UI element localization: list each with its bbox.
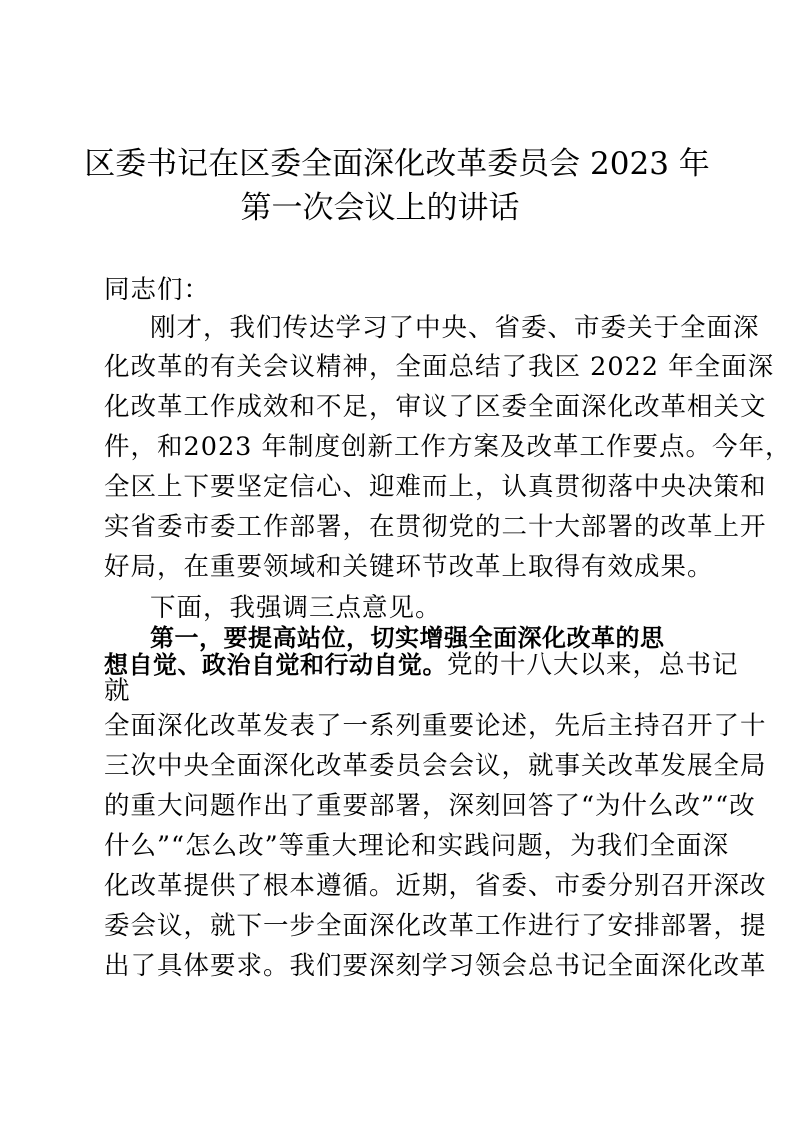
paragraph-2: 下面，我强调三点意见。 — [150, 593, 442, 623]
paragraph-1-line: 化改革工作成效和不足，审议了区委全面深化改革相关文 — [104, 392, 767, 422]
section-1-body-line: 的重大问题作出了重要部署，深刻回答了“为什么改”“改 — [104, 791, 756, 821]
paragraph-1-line: 实省委市委工作部署，在贯彻党的二十大部署的改革上开 — [104, 512, 767, 542]
document-title-line-1: 区委书记在区委全面深化改革委员会 2023 年 — [84, 146, 710, 182]
section-1-body-line: 委会议，就下一步全面深化改革工作进行了安排部署，提 — [104, 911, 767, 941]
section-1-body-line: 出了具体要求。我们要深刻学习领会总书记全面深化改革 — [104, 951, 767, 981]
section-1-body-line: 三次中央全面深化改革委员会会议，就事关改革发展全局 — [104, 751, 767, 781]
section-1-heading-line-2: 想自觉、政治自觉和行动自觉。 — [104, 651, 447, 679]
section-1-body-line: 化改革提供了根本遵循。近期，省委、市委分别召开深改 — [104, 871, 767, 901]
paragraph-1-line: 好局，在重要领域和关键环节改革上取得有效成果。 — [104, 552, 714, 582]
section-1-text: 党的十八大以来，总书记 — [447, 650, 739, 680]
salutation: 同志们： — [104, 275, 211, 305]
document-title-line-2: 第一次会议上的讲话 — [240, 190, 520, 226]
section-1-body-line: 什么”“怎么改”等重大理论和实践问题，为我们全面深 — [104, 831, 730, 861]
paragraph-1-line: 化改革的有关会议精神，全面总结了我区 2022 年全面深 — [104, 352, 775, 382]
section-1-body-line: 全面深化改革发表了一系列重要论述，先后主持召开了十 — [104, 711, 767, 741]
paragraph-1-line: 全区上下要坚定信心、迎难而上，认真贯彻落中央决策和 — [104, 472, 767, 502]
section-1-line-3: 就 — [104, 676, 131, 706]
section-1-heading-line-1: 第一，要提高站位，切实增强全面深化改革的思 — [150, 624, 665, 652]
paragraph-1-line: 件，和2023 年制度创新工作方案及改革工作要点。今年， — [104, 432, 792, 462]
paragraph-1-line: 刚才，我们传达学习了中央、省委、市委关于全面深 — [150, 313, 760, 343]
section-1-line-2 — [104, 648, 739, 682]
